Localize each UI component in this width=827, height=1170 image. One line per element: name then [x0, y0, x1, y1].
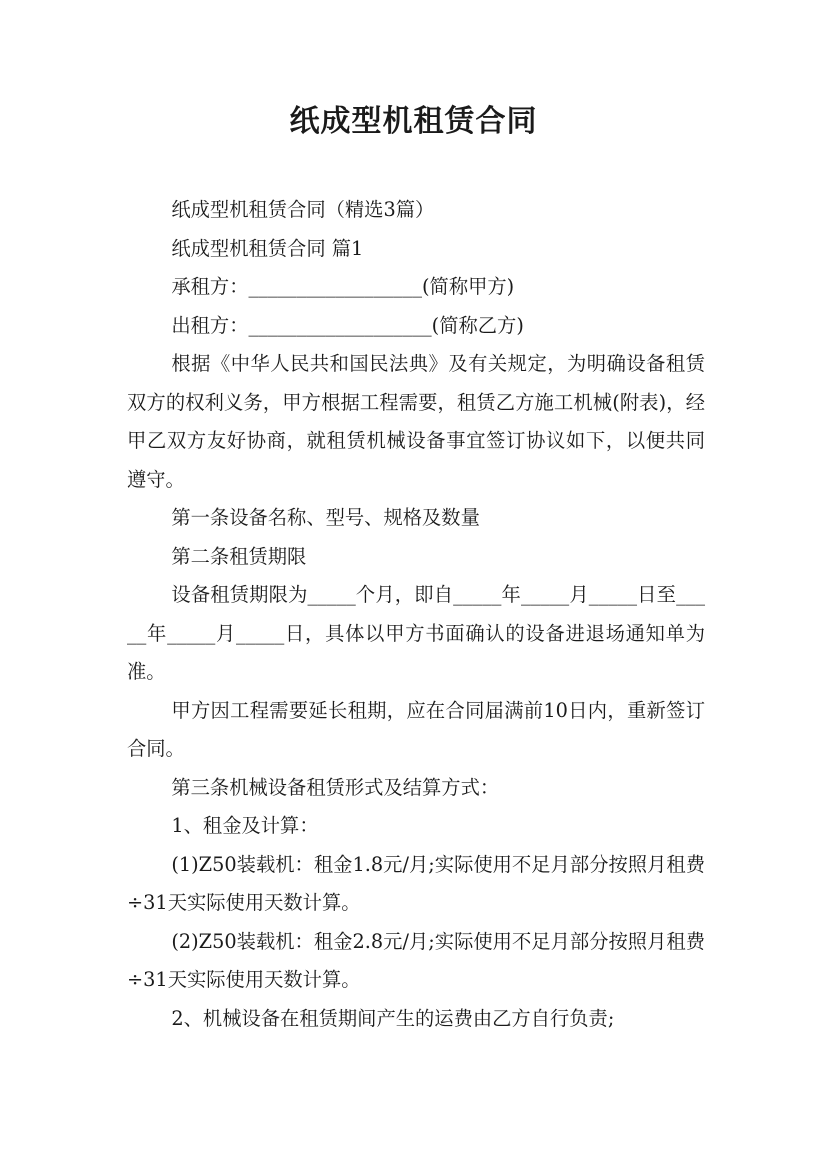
paragraph-rent-item-1: (1)Z50装载机：租金1.8元/月;实际使用不足月部分按照月租费÷31天实际使用天数计算。 — [127, 852, 705, 914]
paragraph-article-1: 第一条设备名称、型号、规格及数量 — [171, 506, 480, 529]
paragraph-lease-term: 设备租赁期限为_____个月，即自_____年_____月_____日至_____年_____月_____日，具体以甲方书面确认的设备进退场通知单为准。 — [127, 583, 705, 683]
paragraph-article-2: 第二条租赁期限 — [171, 544, 307, 568]
paragraph-section-heading: 纸成型机租赁合同 篇1 — [171, 236, 364, 260]
paragraph-rent-calc: 1、租金及计算： — [171, 814, 319, 837]
document-title: 纸成型机租赁合同 — [289, 104, 538, 139]
paragraph-extension: 甲方因工程需要延长租期，应在合同届满前10日内，重新签订合同。 — [127, 698, 705, 760]
document-body — [127, 191, 705, 1038]
paragraph-rent-item-2: (2)Z50装载机：租金2.8元/月;实际使用不足月部分按照月租费÷31天实际使用天数计算。 — [127, 929, 705, 991]
paragraph-subtitle: 纸成型机租赁合同（精选3篇） — [171, 198, 435, 221]
paragraph-lessor: 出租方：___________________(简称乙方) — [171, 313, 524, 337]
paragraph-preamble: 根据《中华人民共和国民法典》及有关规定，为明确设备租赁双方的权利义务，甲方根据工程需要，租赁乙方施工机械(附表)，经甲乙双方友好协商，就租赁机械设备事宜签订协议如下，以便共同遵守。 — [127, 352, 705, 491]
paragraph-lessee: 承租方：__________________(简称甲方) — [171, 275, 515, 298]
paragraph-freight: 2、机械设备在租赁期间产生的运费由乙方自行负责; — [171, 1006, 615, 1030]
paragraph-article-3: 第三条机械设备租赁形式及结算方式： — [171, 775, 500, 799]
